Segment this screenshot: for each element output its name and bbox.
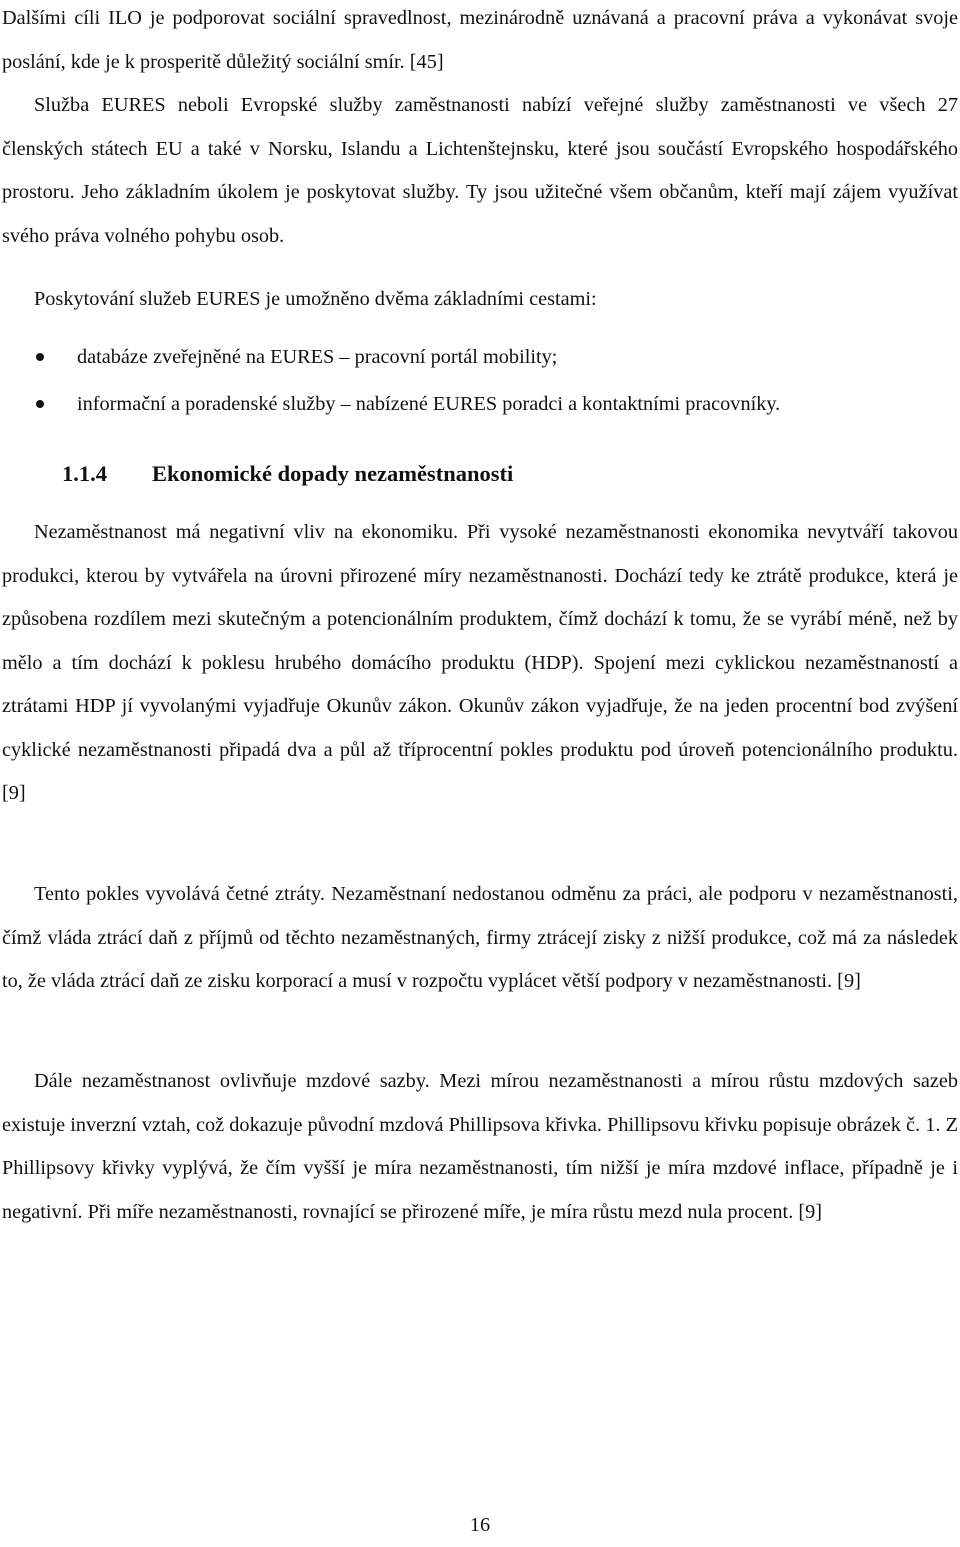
list-item [0,334,960,381]
bullet-icon [36,400,44,408]
list-item [0,381,960,428]
list-item-text: informační a poradenské služby – nabízené EURES poradci a kontaktními pracovníky. [77,393,781,415]
paragraph-eures-service: Služba EURES neboli Evropské služby zaměstnanosti nabízí veřejné služby zaměstnanosti ve všech 27 členských státech EU a také v Norsku, Islandu a Lichtenštejnsku, které jsou součástí Evropského hospodářského prostoru. Jeho základním úkolem je poskytovat služby. Ty jsou užitečné všem občanům, kteří mají zájem využívat svého práva volného pohybu osob. [2,94,958,247]
paragraph-economic-impact: Nezaměstnanost má negativní vliv na ekonomiku. Při vysoké nezaměstnanosti ekonomika nevytváří takovou produkci, kterou by vytvářela na úrovni přirozené míry nezaměstnanosti. Dochází tedy ke ztrátě produkce, která je způsobena rozdílem mezi skutečným a potencionálním produktem, čímž dochází k tomu, že se vyrábí méně, než by mělo a tím dochází k poklesu hrubého domácího produktu (HDP). Spojení mezi cyklickou nezaměstnaností a ztrátami HDP jí vyvolanými vyjadřuje Okunův zákon. Okunův zákon vyjadřuje, že na jeden procentní bod zvýšení cyklické nezaměstnanosti připadá dva a půl až tříprocentní pokles produktu pod úroveň potencionálního produktu. [9] [2,521,958,804]
eures-ways-list [0,334,960,428]
paragraph-phillips-curve: Dále nezaměstnanost ovlivňuje mzdové sazby. Mezi mírou nezaměstnanosti a mírou růstu mzdových sazeb existuje inverzní vztah, což dokazuje původní mzdová Phillipsova křivka. Phillipsovu křivku popisuje obrázek č. 1. Z Phillipsovy křivky vyplývá, že čím vyšší je míra nezaměstnanosti, tím nižší je míra mzdové inflace, případně je i negativní. Při míře nezaměstnanosti, rovnající se přirozené míře, je míra růstu mezd nula procent. [9] [2,1070,958,1223]
section-title: Ekonomické dopady nezaměstnanosti [152,461,514,486]
section-number: 1.1.4 [62,461,107,486]
paragraph-ilo-goals: Dalšími cíli ILO je podporovat sociální spravedlnost, mezinárodně uznávaná a pracovní práva a vykonávat svoje poslání, kde je k prosperitě důležitý sociální smír. [45] [2,7,958,73]
list-item-text: databáze zveřejněné na EURES – pracovní portál mobility; [77,346,558,368]
bullet-icon [36,353,44,361]
section-heading [62,454,513,494]
paragraph-eures-ways: Poskytování služeb EURES je umožněno dvěma základními cestami: [34,288,597,310]
page-number: 16 [469,1514,491,1536]
paragraph-losses: Tento pokles vyvolává četné ztráty. Nezaměstnaní nedostanou odměnu za práci, ale podporu v nezaměstnanosti, čímž vláda ztrácí daň z příjmů od těchto nezaměstnaných, firmy ztrácejí zisky z nižší produkce, což má za následek to, že vláda ztrácí daň ze zisku korporací a musí v rozpočtu vyplácet větší podpory v nezaměstnanosti. [9] [2,883,958,992]
